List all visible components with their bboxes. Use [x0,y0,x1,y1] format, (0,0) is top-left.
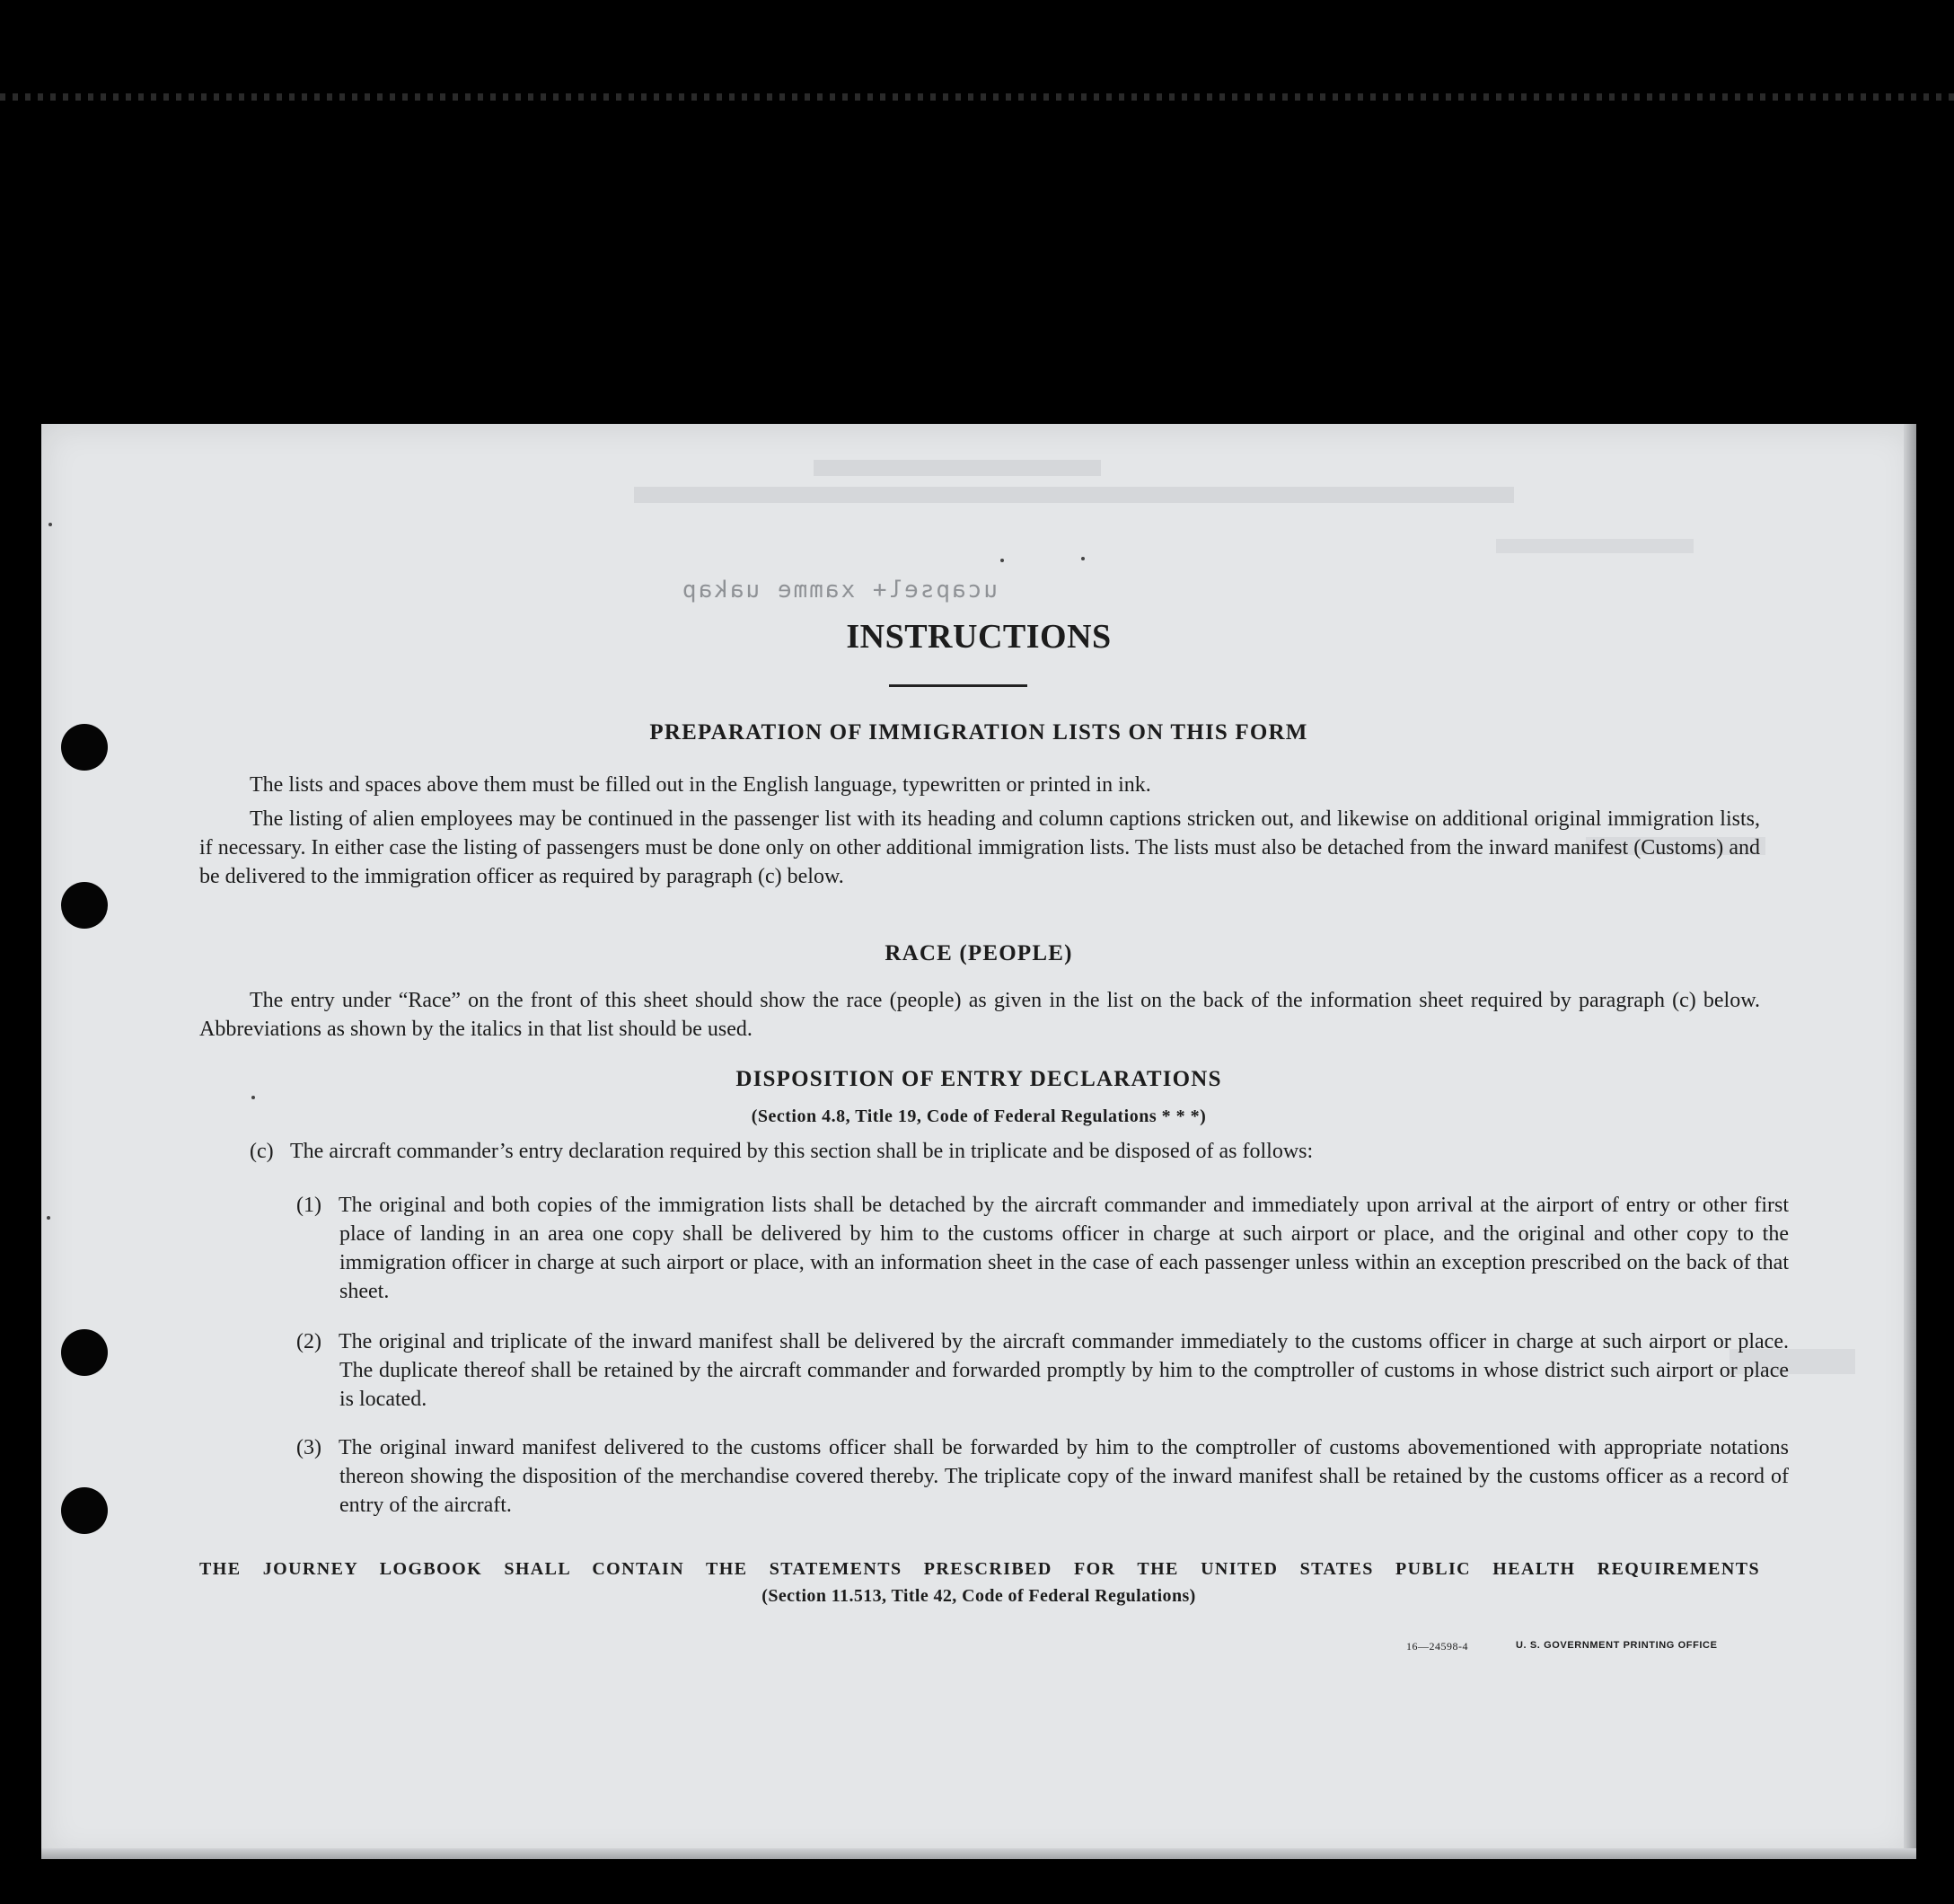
item-text: The original inward manifest delivered to the customs officer shall be forwarded by him to the comptroller of customs abovementioned with appropriate notations thereon showing the disposition of the merchandise covered thereby. The triplicate copy of the inward manifest shall be retained by the customs officer as a record of entry of the aircraft. [339,1436,1789,1517]
form-print-code: 16—24598-4 [1406,1640,1468,1653]
mirrored-stamp: ucapsel+ xamme uakap [681,577,999,604]
item-number: (1) [296,1194,321,1217]
ink-speck [47,1216,50,1220]
disposition-item [296,1433,1789,1520]
disposition-intro [250,1137,1760,1166]
ink-speck [1081,557,1085,560]
section-heading-disposition: DISPOSITION OF ENTRY DECLARATIONS [735,1067,1222,1091]
section-heading-preparation: PREPARATION OF IMMIGRATION LISTS ON THIS FORM [649,720,1308,745]
item-number: (2) [296,1330,321,1353]
ink-speck [251,1096,255,1099]
printing-office-imprint: U. S. GOVERNMENT PRINTING OFFICE [1516,1640,1718,1651]
preparation-paragraph-2-text: The listing of alien employees may be continued in the passenger list with its heading and column captions stricken out, and likewise on additional original immigration lists, if necessary. In either case the listing of passengers must be done only on other additional immigration lists. The lists must also be detached from the inward manifest (Customs) and be delivered to the immigration officer as required by paragraph (c) below. [199,807,1760,888]
disposition-item [296,1327,1789,1414]
item-text: The original and both copies of the immigration lists shall be detached by the aircraft commander and immediately upon arrival at the airport of entry or other first place of landing in an area one copy shall be delivered by him to the customs officer in charge at such airport or place, and the original and other copy to the immigration officer in charge at such airport or place, with an information sheet in the case of each passenger unless within an exception prescribed on the back of that sheet. [339,1194,1789,1303]
ink-speck [1000,559,1004,562]
disposition-item [296,1191,1789,1306]
preparation-paragraph-2 [199,805,1760,891]
punch-hole-icon [61,882,108,929]
ink-speck [48,523,52,526]
page-title: INSTRUCTIONS [846,618,1112,656]
disposition-citation: (Section 4.8, Title 19, Code of Federal Regulations * * *) [751,1106,1207,1126]
item-number: (3) [296,1436,321,1459]
page-edge-shadow [41,1848,1916,1859]
preparation-paragraph-1 [199,771,1760,799]
intro-text: The aircraft commander’s entry declaration required by this section shall be in triplicate and be disposed of as follows: [290,1140,1314,1163]
punch-hole-icon [61,1329,108,1376]
punch-hole-icon [61,1487,108,1534]
race-paragraph [199,986,1760,1044]
race-paragraph-text: The entry under “Race” on the front of this sheet should show the race (people) as given in the list on the back of the information sheet required by paragraph (c) below. Abbreviations as shown by the italics in that list should be used. [199,989,1760,1041]
bleed-through-mark [814,460,1101,476]
document-page [41,424,1916,1859]
scan-edge-noise [0,93,1954,101]
preparation-paragraph-1-text: The lists and spaces above them must be filled out in the English language, typewritten or printed in ink. [250,773,1151,797]
public-health-citation: (Section 11.513, Title 42, Code of Federal Regulations) [761,1586,1196,1606]
intro-label: (c) [250,1140,274,1163]
item-text: The original and triplicate of the inward manifest shall be delivered by the aircraft commander immediately to the customs officer in charge at such airport or place. The duplicate thereof shall be retained by the aircraft commander and forwarded promptly by him to the comptroller of customs in whose district such airport or place is located. [339,1330,1789,1411]
public-health-statement: THE JOURNEY LOGBOOK SHALL CONTAIN THE STATEMENTS PRESCRIBED FOR THE UNITED STATES PUBLIC HEALTH REQUIREMENTS [199,1559,1760,1579]
bleed-through-mark [1496,539,1694,553]
title-underline [889,684,1027,687]
bleed-through-mark [634,487,1514,503]
section-heading-race: RACE (PEOPLE) [885,941,1073,965]
